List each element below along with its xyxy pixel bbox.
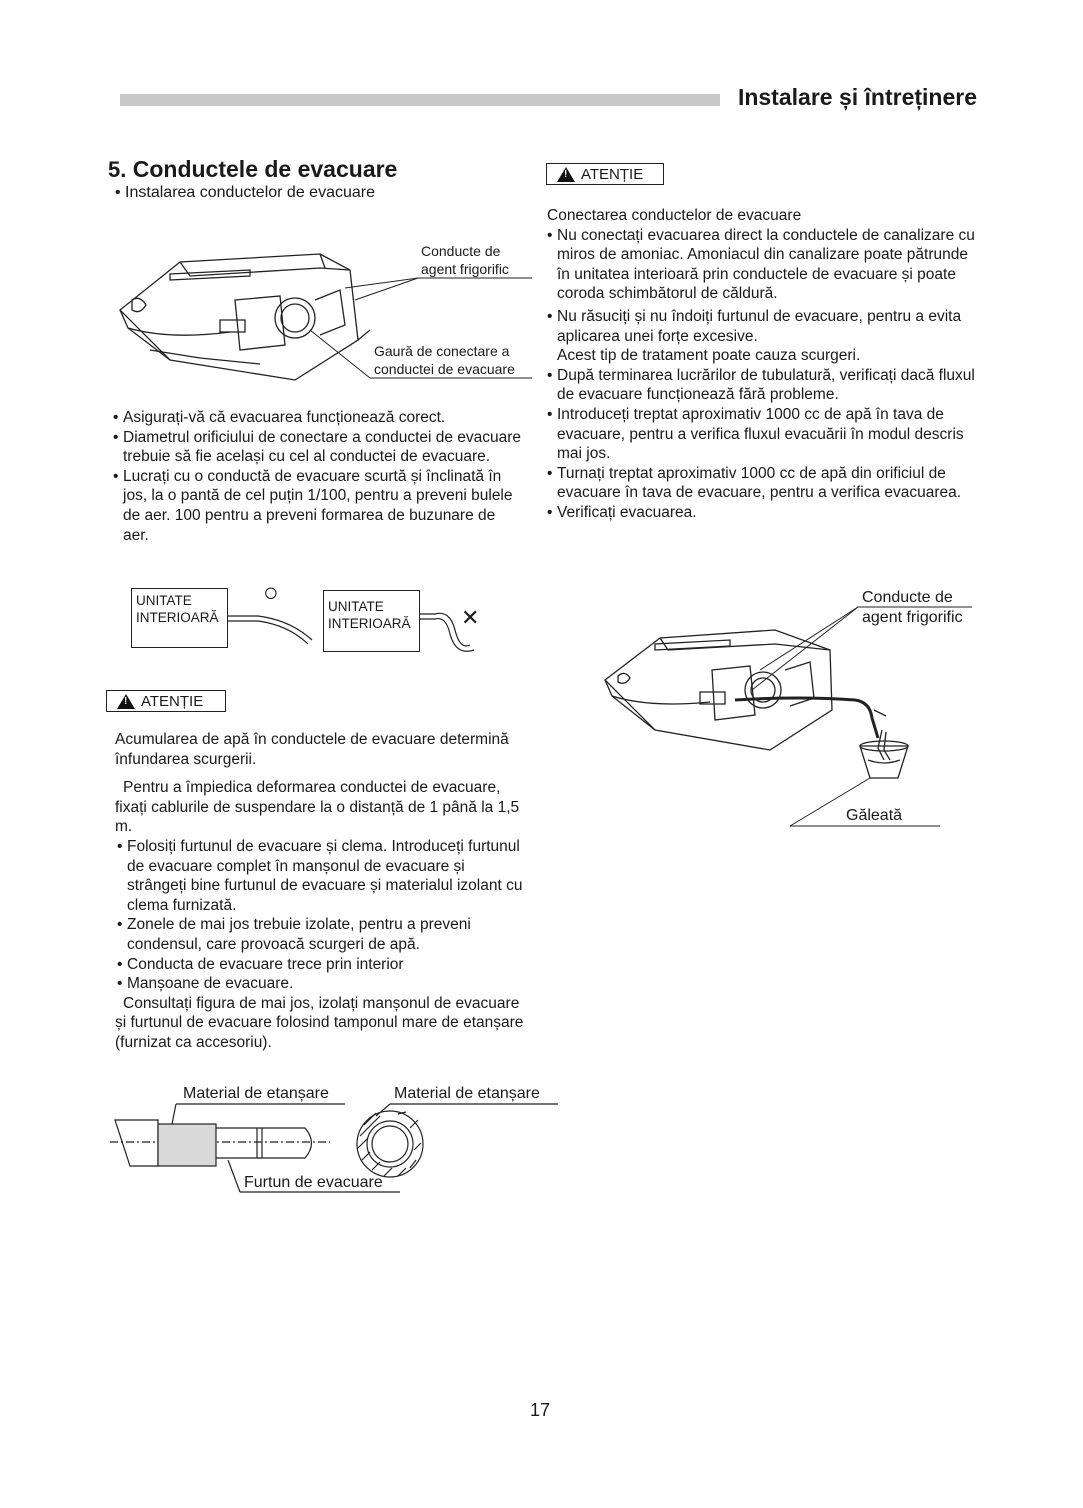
left-warning-p1: Acumularea de apă în conductele de evacuare determină înfundarea scurgerii. (115, 731, 509, 768)
list-item: • Conducta de evacuare trece prin interior (117, 955, 525, 975)
header-title: Instalare și întreținere (737, 84, 977, 110)
fig2-refrigerant-label (862, 588, 963, 628)
list-item: • Folosiți furtunul de evacuare și clema. Introduceți furtunul de evacuare complet în manșonul de evacuare și strângeți bine furtunul de evacuare și materialul izolant cu clema furnizată. (117, 837, 525, 915)
list-item: • Diametrul orificiului de conectare a conductei de evacuare trebuie să fie același cu cel al conductei de evacuare. (113, 428, 523, 467)
list-item-text: Nu răsuciți și nu îndoiți furtunul de evacuare, pentru a evita aplicarea unei forțe excesive. (557, 307, 962, 345)
list-item: • Nu conectați evacuarea direct la conductele de canalizare cu miros de amoniac. Amoniacul din canalizare poate pătrunde în unitatea interioară prin conductele de evacuare și poate coroda schimbătorul de căldură. (547, 226, 979, 304)
list-item: • Verificați evacuarea. (547, 503, 979, 523)
right-warning-note: Acest tip de tratament poate cauza scurgeri. (557, 347, 861, 365)
fig2-refrigerant-line1: Conducte de (862, 589, 953, 606)
seal-label-right: Material de etanșare (394, 1085, 540, 1102)
section-subtitle: • Instalarea conductelor de evacuare (115, 184, 375, 201)
fig1-refrigerant-line2: agent frigorific (421, 261, 509, 277)
list-item: • Zonele de mai jos trebuie izolate, pentru a preveni condensul, care provoacă scurgeri de apă. (117, 915, 525, 954)
page-number: 17 (530, 1400, 551, 1420)
good-unit-line1: UNITATE (136, 593, 192, 608)
good-mark-icon: ○ (263, 577, 279, 607)
left-warning-label: ATENȚIE (141, 692, 204, 710)
hose-label: Furtun de evacuare (244, 1174, 383, 1191)
right-warning-heading: Conectarea conductelor de evacuare (547, 207, 802, 224)
bad-mark-icon: ✕ (461, 605, 480, 630)
list-item: • Introduceți treptat aproximativ 1000 cc de apă în tava de evacuare, pentru a verifica fluxul evacuării în modul descris mai jos. (547, 405, 979, 464)
list-item: • Lucrați cu o conductă de evacuare scurtă și înclinată în jos, la o pantă de cel puțin 1/100, pentru a preveni bulele de aer. 100 pentru a preveni formarea de buzunare de aer. (113, 467, 523, 545)
fig1-refrigerant-line1: Conducte de (421, 243, 501, 259)
seal-label-left: Material de etanșare (183, 1085, 329, 1102)
left-warning-p2: Pentru a împiedica deformarea conductei de evacuare, fixați cablurile de suspendare la o distanță de 1 până la 1,5 m. (115, 779, 520, 836)
list-item: • Manșoane de evacuare. (117, 974, 525, 994)
list-item: • Asigurați-vă că evacuarea funcționează corect. (113, 408, 523, 428)
list-item: • După terminarea lucrărilor de tubulatură, verificați dacă fluxul de evacuare funcționează fără probleme. (547, 366, 979, 405)
list-item: • Turnați treptat aproximativ 1000 cc de apă din orificiul de evacuare în tava de evacuare, pentru a verifica evacuarea. (547, 464, 979, 503)
good-unit-line2: INTERIOARĂ (136, 610, 219, 625)
fig1-drain-line1: Gaură de conectare a (374, 343, 510, 359)
bad-unit-line1: UNITATE (328, 599, 384, 614)
right-warning-label: ATENȚIE (581, 165, 644, 183)
left-warning-p3: Consultați figura de mai jos, izolați manșonul de evacuare și furtunul de evacuare folosind tamponul mare de etanșare (furnizat ca accesoriu). (115, 994, 524, 1051)
section-title-text: Conductele de evacuare (132, 156, 398, 182)
bad-unit-line2: INTERIOARĂ (328, 616, 411, 631)
bucket-label: Găleată (846, 807, 903, 824)
fig2-refrigerant-line2: agent frigorific (862, 609, 963, 626)
section-number: 5. (108, 157, 127, 182)
fig1-drain-line2: conductei de evacuare (374, 361, 515, 377)
